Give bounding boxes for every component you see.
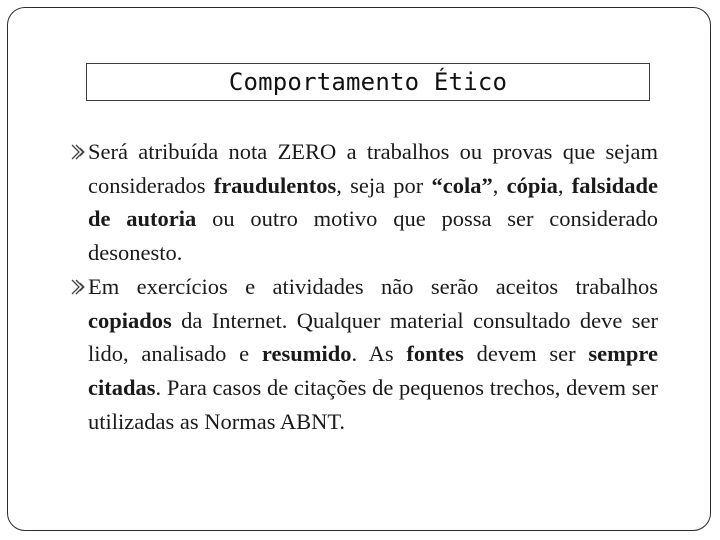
bold-text: cópia xyxy=(506,172,558,198)
text-segment: Em exercícios e atividades não serão aceitos trabalhos xyxy=(88,273,658,299)
bold-text: fontes xyxy=(406,341,464,367)
text-segment: , seja por xyxy=(336,172,432,198)
text-segment: , xyxy=(557,172,572,198)
bold-text: resumido xyxy=(261,341,352,367)
bold-text: fraudulentos xyxy=(213,172,337,198)
text-segment: devem ser xyxy=(463,341,589,367)
title-box xyxy=(86,63,650,101)
bullet-arrow-icon xyxy=(70,142,88,162)
text-segment: da Internet. Qualquer material consultado deve ser lido, analisado e xyxy=(88,307,658,367)
bullet-item xyxy=(88,135,658,270)
bold-text: copiados xyxy=(88,307,172,333)
bullet-item xyxy=(88,270,658,439)
bold-text: sempre citadas xyxy=(88,341,658,400)
text-segment: . Para casos de citações de pequenos trechos, devem ser utilizadas as Normas ABNT. xyxy=(88,374,658,434)
bold-text: “cola” xyxy=(431,172,493,198)
bullet-text xyxy=(88,274,658,434)
slide-title: Comportamento Ético xyxy=(228,68,508,96)
text-segment: . As xyxy=(351,341,407,367)
bullet-text xyxy=(88,139,658,265)
text-segment: ou outro motivo que possa ser considerado desonesto. xyxy=(88,206,658,266)
bold-text: falsidade de autoria xyxy=(88,172,659,232)
text-segment: Será atribuída nota ZERO a trabalhos ou provas que sejam considerados xyxy=(88,139,658,198)
bullet-arrow-icon xyxy=(70,277,88,297)
bullet-list xyxy=(88,135,658,438)
text-segment: , xyxy=(492,172,507,198)
